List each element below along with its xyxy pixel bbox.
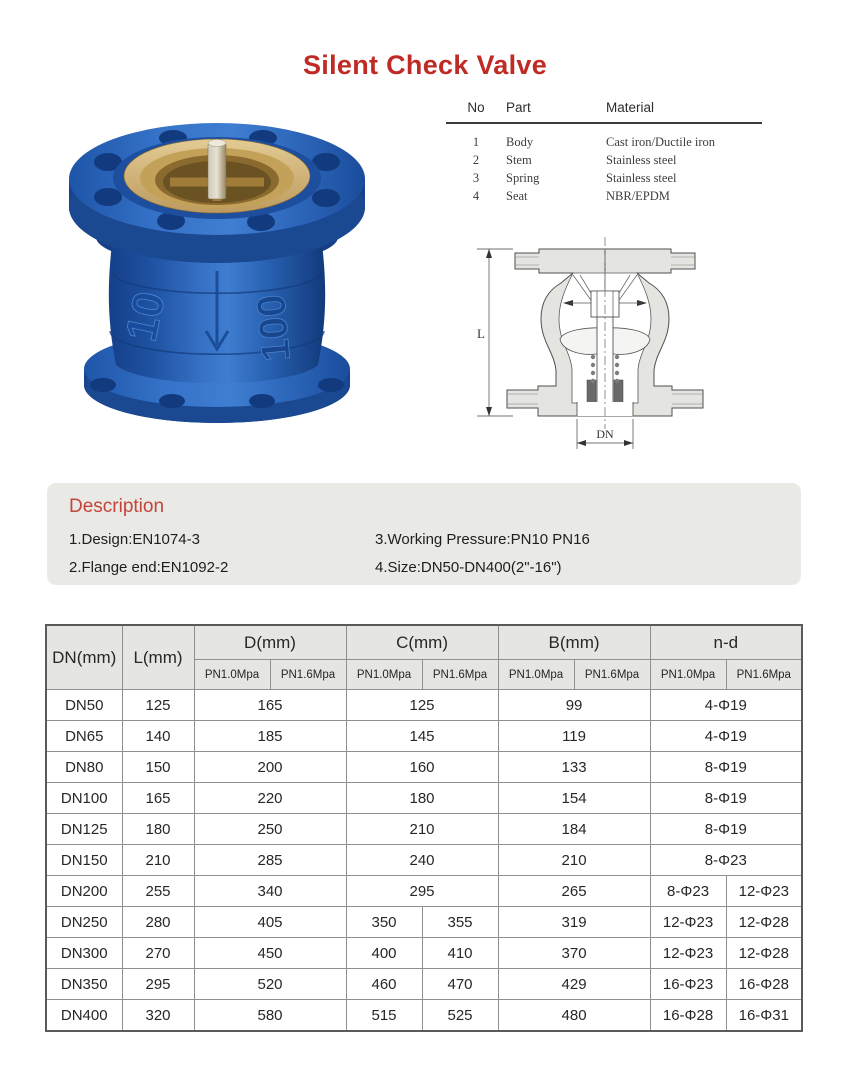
valve-cross-section-drawing [447, 222, 762, 464]
table-cell: 8-Φ19 [650, 752, 802, 783]
parts-header-part: Part [506, 100, 531, 115]
parts-row [446, 133, 762, 151]
table-cell: 145 [346, 721, 498, 752]
table-cell: 280 [122, 907, 194, 938]
column-header-dn: DN(mm) [46, 625, 122, 690]
table-cell: 12-Φ28 [726, 938, 802, 969]
table-cell: 400 [346, 938, 422, 969]
dim-label-DN: DN [596, 427, 614, 441]
parts-cell-part: Stem [506, 153, 532, 167]
table-cell: 319 [498, 907, 650, 938]
table-row [46, 690, 802, 721]
table-cell: DN80 [46, 752, 122, 783]
table-cell: 12-Φ23 [650, 938, 726, 969]
column-subheader: PN1.0Mpa [498, 660, 574, 690]
table-cell: 285 [194, 845, 346, 876]
parts-cell-mat: Stainless steel [606, 171, 677, 185]
column-subheader: PN1.6Mpa [422, 660, 498, 690]
table-cell: 8-Φ19 [650, 783, 802, 814]
table-cell: 180 [122, 814, 194, 845]
column-subheader: PN1.0Mpa [194, 660, 270, 690]
description-col-left [69, 531, 375, 576]
parts-cell-part: Spring [506, 171, 540, 185]
body-marking-100: 100 [249, 292, 299, 364]
column-subheader: PN1.6Mpa [726, 660, 802, 690]
table-cell: 200 [194, 752, 346, 783]
table-cell: 154 [498, 783, 650, 814]
table-cell: 16-Φ28 [726, 969, 802, 1000]
column-subheader: PN1.6Mpa [270, 660, 346, 690]
table-row [46, 814, 802, 845]
table-cell: 160 [346, 752, 498, 783]
column-subheader: PN1.6Mpa [574, 660, 650, 690]
parts-table-header [446, 100, 762, 124]
table-cell: 16-Φ28 [650, 1000, 726, 1032]
table-cell: 4-Φ19 [650, 721, 802, 752]
table-row [46, 845, 802, 876]
table-cell: 133 [498, 752, 650, 783]
parts-row [446, 187, 762, 205]
column-header-c: C(mm) [346, 625, 498, 660]
parts-header-material: Material [606, 100, 655, 115]
column-header-d: D(mm) [194, 625, 346, 660]
table-cell: 320 [122, 1000, 194, 1032]
table-cell: 16-Φ23 [650, 969, 726, 1000]
valve-product-photo [50, 112, 385, 424]
description-columns [69, 531, 801, 576]
table-cell: 355 [422, 907, 498, 938]
table-cell: 4-Φ19 [650, 690, 802, 721]
table-cell: 119 [498, 721, 650, 752]
table-row [46, 938, 802, 969]
dim-table-body [46, 690, 802, 1032]
table-cell: 429 [498, 969, 650, 1000]
parts-header-no: No [467, 100, 485, 115]
table-cell: 340 [194, 876, 346, 907]
table-cell: 580 [194, 1000, 346, 1032]
table-cell: 184 [498, 814, 650, 845]
table-cell: 525 [422, 1000, 498, 1032]
description-item: 1.Design:EN1074-3 [69, 531, 200, 548]
table-cell: 99 [498, 690, 650, 721]
parts-row [446, 169, 762, 187]
table-cell: 370 [498, 938, 650, 969]
table-row [46, 907, 802, 938]
table-cell: DN100 [46, 783, 122, 814]
table-cell: 185 [194, 721, 346, 752]
dimensions-table [45, 624, 803, 1032]
parts-cell-no: 1 [472, 135, 480, 149]
table-cell: 295 [122, 969, 194, 1000]
valve-stem [208, 139, 226, 199]
table-cell: 180 [346, 783, 498, 814]
body-marking-10: 10 [116, 287, 175, 346]
parts-cell-mat: Stainless steel [606, 153, 677, 167]
valve-top-flange [69, 123, 365, 263]
description-item: 3.Working Pressure:PN10 PN16 [375, 531, 590, 548]
table-cell: 220 [194, 783, 346, 814]
table-cell: 410 [422, 938, 498, 969]
description-item: 4.Size:DN50-DN400(2"-16") [375, 559, 562, 576]
table-cell: 140 [122, 721, 194, 752]
column-header-b: B(mm) [498, 625, 650, 660]
table-row [46, 752, 802, 783]
table-cell: 12-Φ28 [726, 907, 802, 938]
table-cell: DN200 [46, 876, 122, 907]
table-cell: 16-Φ31 [726, 1000, 802, 1032]
table-cell: 515 [346, 1000, 422, 1032]
table-cell: 520 [194, 969, 346, 1000]
parts-row [446, 151, 762, 169]
table-cell: 265 [498, 876, 650, 907]
table-cell: DN300 [46, 938, 122, 969]
table-cell: DN65 [46, 721, 122, 752]
drawing-half [507, 249, 605, 416]
description-section [47, 483, 801, 585]
table-cell: 210 [346, 814, 498, 845]
table-cell: 165 [194, 690, 346, 721]
column-subheader: PN1.0Mpa [346, 660, 422, 690]
parts-cell-no: 4 [472, 189, 480, 203]
table-cell: 8-Φ23 [650, 845, 802, 876]
table-cell: 12-Φ23 [650, 907, 726, 938]
table-cell: 405 [194, 907, 346, 938]
table-cell: 150 [122, 752, 194, 783]
description-heading: Description [69, 496, 165, 517]
dim-label-L: L [477, 326, 485, 341]
table-cell: 12-Φ23 [726, 876, 802, 907]
parts-cell-part: Body [506, 135, 534, 149]
table-cell: 460 [346, 969, 422, 1000]
parts-cell-mat: Cast iron/Ductile iron [606, 135, 716, 149]
table-cell: 125 [346, 690, 498, 721]
table-cell: 240 [346, 845, 498, 876]
table-row [46, 876, 802, 907]
parts-cell-no: 2 [472, 153, 480, 167]
parts-table [446, 100, 762, 205]
column-subheader: PN1.0Mpa [650, 660, 726, 690]
table-cell: 210 [122, 845, 194, 876]
table-cell: DN350 [46, 969, 122, 1000]
table-cell: 295 [346, 876, 498, 907]
table-row [46, 969, 802, 1000]
table-cell: 480 [498, 1000, 650, 1032]
table-cell: 255 [122, 876, 194, 907]
table-row [46, 783, 802, 814]
table-cell: 470 [422, 969, 498, 1000]
column-header-l: L(mm) [122, 625, 194, 690]
table-cell: DN250 [46, 907, 122, 938]
table-cell: 450 [194, 938, 346, 969]
description-item: 2.Flange end:EN1092-2 [69, 559, 229, 576]
parts-rows [446, 133, 762, 205]
table-cell: 250 [194, 814, 346, 845]
parts-cell-no: 3 [472, 171, 480, 185]
table-cell: 125 [122, 690, 194, 721]
description-col-right [375, 531, 590, 576]
table-cell: 165 [122, 783, 194, 814]
table-cell: DN400 [46, 1000, 122, 1032]
table-cell: 210 [498, 845, 650, 876]
table-cell: 8-Φ23 [650, 876, 726, 907]
table-cell: DN50 [46, 690, 122, 721]
table-row [46, 1000, 802, 1032]
parts-cell-part: Seat [506, 189, 528, 203]
column-header-nd: n-d [650, 625, 802, 660]
table-cell: DN150 [46, 845, 122, 876]
dimensions-table-head [46, 625, 802, 690]
table-cell: DN125 [46, 814, 122, 845]
table-cell: 270 [122, 938, 194, 969]
parts-cell-mat: NBR/EPDM [606, 189, 670, 203]
page-title: Silent Check Valve [302, 50, 548, 81]
table-cell: 8-Φ19 [650, 814, 802, 845]
table-row [46, 721, 802, 752]
table-cell: 350 [346, 907, 422, 938]
